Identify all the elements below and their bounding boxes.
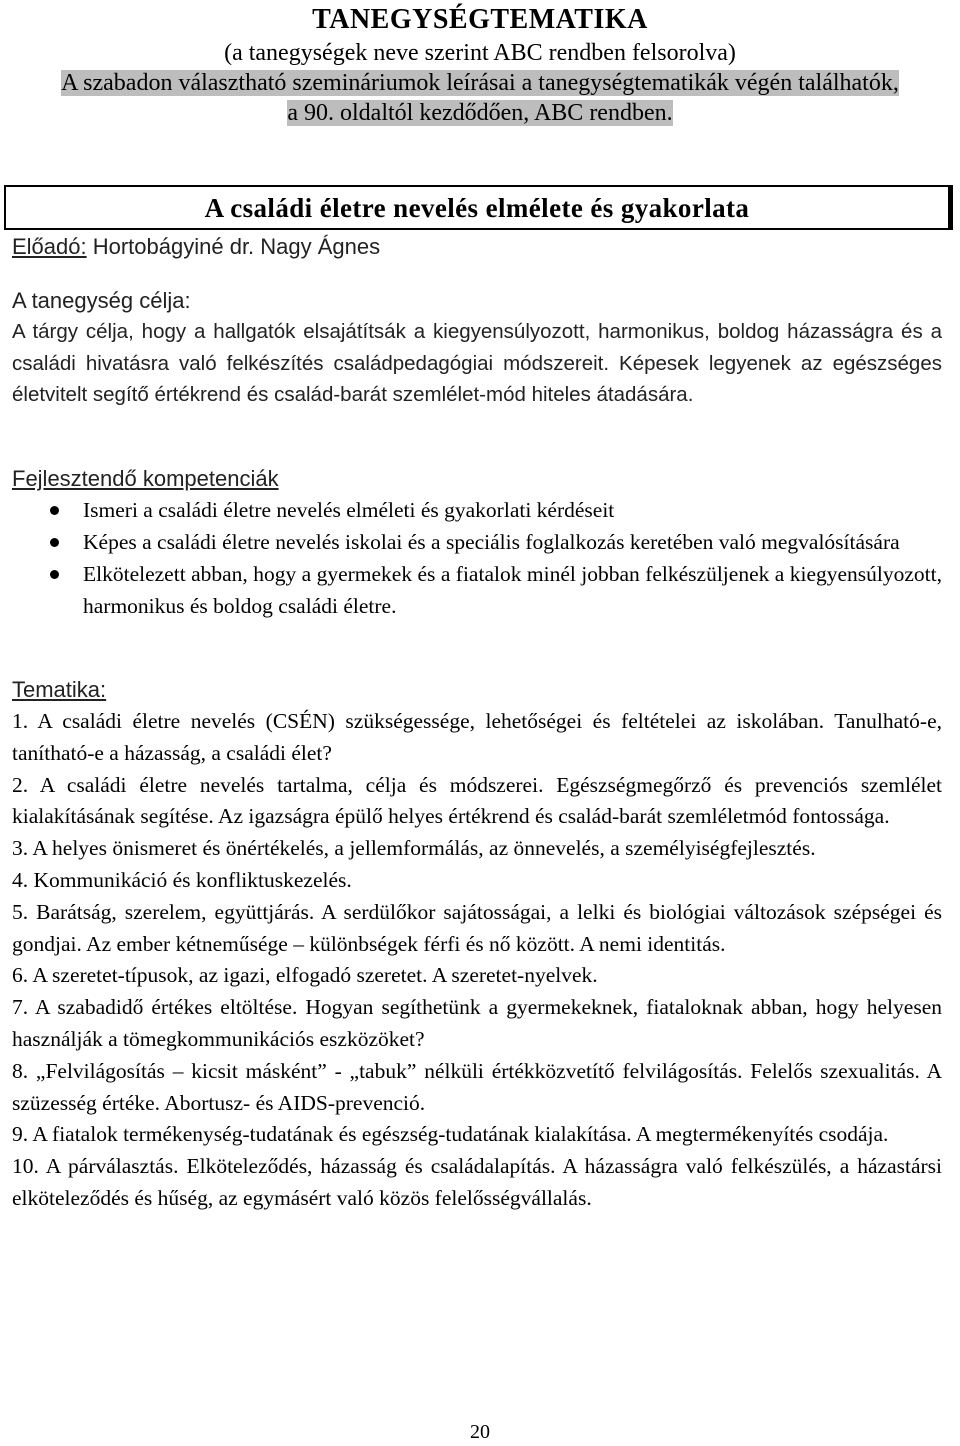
- course-title: A családi életre nevelés elmélete és gyakorlata: [204, 193, 750, 223]
- topic-item: 9. A fiatalok termékenység-tudatának és egészség-tudatának kialakítása. A megtermékenyítés csodája.: [12, 1122, 889, 1147]
- goal-text: A tárgy célja, hogy a hallgatók elsajátítsák a kiegyensúlyozott, harmonikus, boldog házasságra és a családi hivatásra való felkészítés családpedagógiai módszereit. Képesek legyenek az egészséges életvitelt segítő értékrend és család-barát szemlélet-mód hiteles átadására.: [12, 320, 942, 406]
- topic-item: 3. A helyes önismeret és önértékelés, a jellemformálás, az önnevelés, a személyiségfejlesztés.: [12, 836, 816, 861]
- topic-item: 10. A párválasztás. Elköteleződés, házasság és családalapítás. A házasságra való felkészülés, a házastársi elköteleződés és hűség, az egymásért való közös felelősségvállalás.: [12, 1154, 942, 1210]
- page-subtitle: (a tanegységek neve szerint ABC rendben felsorolva): [224, 40, 736, 66]
- competency-item: Képes a családi életre nevelés iskolai és a speciális foglalkozás keretében való megvalósítására: [12, 526, 942, 558]
- topic-item: 8. „Felvilágosítás – kicsit másként” - „tabuk” nélküli értékközvetítő felvilágosítás. Felelős szexualitás. A szüzesség értéke. Abortusz- és AIDS-prevenció.: [12, 1058, 942, 1115]
- competency-item: Elkötelezett abban, hogy a gyermekek és a fiatalok minél jobban felkészüljenek a kiegyensúlyozott, harmonikus és boldog családi életre.: [12, 558, 942, 622]
- topic-item: 2. A családi életre nevelés tartalma, célja és módszerei. Egészségmegőrző és prevenciós szemlélet kialakításának segítése. Az igazságra épülő helyes értékrend és család-barát szemléletmód fontossága.: [12, 772, 942, 829]
- competencies-list: [12, 494, 942, 622]
- page-number: 20: [470, 1421, 490, 1443]
- notice-line-2: a 90. oldaltól kezdődően, ABC rendben.: [287, 100, 673, 126]
- highlighted-notice: [0, 68, 960, 128]
- topic-item: 7. A szabadidő értékes eltöltése. Hogyan segíthetünk a gyermekeknek, fiataloknak abban, hogy helyesen használják a tömegkommunikációs eszközöket?: [12, 995, 942, 1051]
- competencies-heading: Fejlesztendő kompetenciák: [12, 466, 279, 491]
- page-title: TANEGYSÉGTEMATIKA: [312, 4, 648, 35]
- topic-item: 6. A szeretet-típusok, az igazi, elfogadó szeretet. A szeretet-nyelvek.: [12, 963, 598, 988]
- topic-item: 5. Barátság, szerelem, együttjárás. A serdülőkor sajátosságai, a lelki és biológiai változások szépségei és gondjai. Az ember kétneműsége – különbségek férfi és nő között. A nemi identitás.: [12, 899, 942, 956]
- topic-item: 1. A családi életre nevelés (CSÉN) szükségessége, lehetőségei és feltételei az iskolában. Tanulható-e, tanítható-e a házasság, a családi élet?: [12, 709, 942, 765]
- course-title-box: [4, 185, 953, 230]
- notice-line-1: A szabadon választható szemináriumok leírásai a tanegységtematikák végén találhatók,: [61, 70, 899, 96]
- lecturer-name: Hortobágyiné dr. Nagy Ágnes: [86, 234, 381, 259]
- lecturer-label: Előadó:: [12, 234, 87, 259]
- topics-list: [12, 706, 942, 1215]
- lecturer-line: [12, 231, 380, 263]
- topic-item: 4. Kommunikáció és konfliktuskezelés.: [12, 867, 352, 892]
- goal-heading: A tanegység célja:: [12, 288, 191, 313]
- topics-heading: Tematika:: [12, 677, 107, 702]
- competency-item: Ismeri a családi életre nevelés elméleti és gyakorlati kérdéseit: [12, 494, 942, 526]
